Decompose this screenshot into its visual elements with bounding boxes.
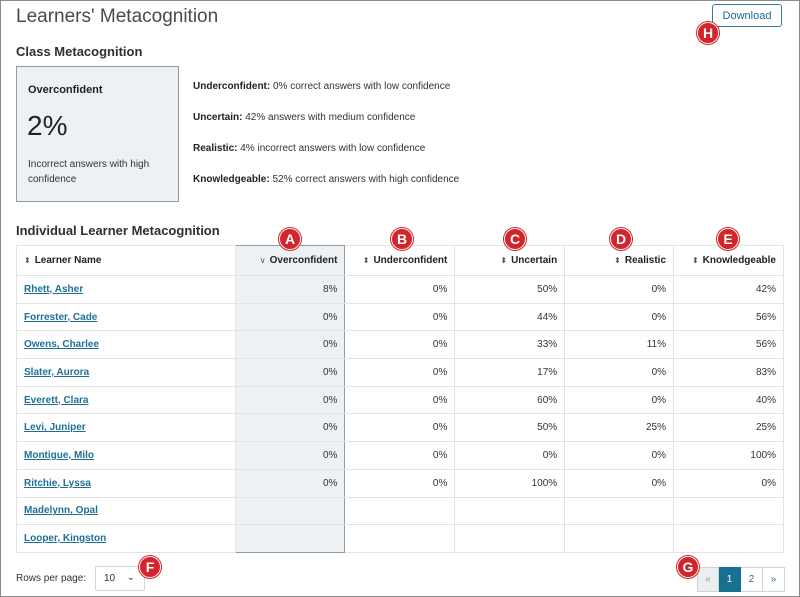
underconfident-cell: 0%	[345, 359, 455, 387]
overconfident-summary-card	[16, 66, 179, 202]
realistic-cell: 0%	[565, 442, 674, 470]
rows-per-page-value: 10	[104, 573, 116, 584]
uncertain-cell	[455, 497, 565, 525]
sort-icon: ⬍	[500, 256, 508, 265]
column-header-knowledgeable[interactable]: ⬍ Knowledgeable	[674, 246, 784, 276]
stat-text: 52% correct answers with high confidence	[272, 174, 460, 185]
stat-uncertain	[193, 112, 415, 123]
column-header-overconfident[interactable]: ∨ Overconfident	[235, 246, 345, 276]
overconfident-cell: 0%	[235, 442, 345, 470]
callout-h: H	[697, 22, 719, 44]
underconfident-cell	[345, 497, 455, 525]
realistic-cell: 0%	[565, 469, 674, 497]
download-button[interactable]: Download	[712, 4, 782, 27]
knowledgeable-cell	[674, 497, 784, 525]
table-row	[17, 276, 784, 304]
individual-metacognition-title: Individual Learner Metacognition	[16, 223, 220, 238]
callout-f: F	[139, 556, 161, 578]
rows-per-page-select[interactable]	[95, 566, 145, 591]
learner-name-cell	[17, 386, 236, 414]
chevron-down-icon: ⌄	[126, 572, 135, 583]
uncertain-cell: 60%	[455, 386, 565, 414]
learner-name-link[interactable]: Levi, Juniper	[24, 422, 86, 434]
stat-label: Uncertain:	[193, 112, 243, 123]
table-header-row	[17, 246, 784, 276]
realistic-cell: 0%	[565, 359, 674, 387]
uncertain-cell: 50%	[455, 414, 565, 442]
learner-name-cell	[17, 469, 236, 497]
learner-name-cell	[17, 442, 236, 470]
table-row	[17, 469, 784, 497]
learner-name-cell	[17, 303, 236, 331]
uncertain-cell: 0%	[455, 442, 565, 470]
learner-name-link[interactable]: Forrester, Cade	[24, 311, 98, 323]
overconfident-cell: 0%	[235, 331, 345, 359]
column-header-learner-name[interactable]: ⬍ Learner Name	[17, 246, 236, 276]
overconfident-cell: 8%	[235, 276, 345, 304]
column-header-realistic[interactable]: ⬍ Realistic	[565, 246, 674, 276]
next-page-button[interactable]: »	[763, 567, 785, 592]
uncertain-cell: 44%	[455, 303, 565, 331]
realistic-cell	[565, 525, 674, 553]
learner-name-link[interactable]: Everett, Clara	[24, 394, 89, 406]
realistic-cell: 11%	[565, 331, 674, 359]
knowledgeable-cell: 100%	[674, 442, 784, 470]
realistic-cell: 0%	[565, 276, 674, 304]
page-title: Learners' Metacognition	[16, 6, 219, 27]
card-description: Incorrect answers with high confidence	[28, 159, 150, 185]
table-row	[17, 497, 784, 525]
stat-label: Underconfident:	[193, 81, 271, 92]
column-header-uncertain[interactable]: ⬍ Uncertain	[455, 246, 565, 276]
underconfident-cell: 0%	[345, 276, 455, 304]
table-row	[17, 303, 784, 331]
knowledgeable-cell: 25%	[674, 414, 784, 442]
learner-table	[16, 245, 784, 553]
underconfident-cell: 0%	[345, 331, 455, 359]
learner-name-cell	[17, 525, 236, 553]
page-1-button[interactable]: 1	[719, 567, 741, 592]
stat-underconfident	[193, 81, 450, 92]
uncertain-cell	[455, 525, 565, 553]
learner-name-link[interactable]: Madelynn, Opal	[24, 505, 98, 517]
knowledgeable-cell: 0%	[674, 469, 784, 497]
callout-a: A	[279, 228, 301, 250]
callout-d: D	[610, 228, 632, 250]
stat-text: 0% correct answers with low confidence	[273, 81, 451, 92]
overconfident-cell: 0%	[235, 303, 345, 331]
learner-name-link[interactable]: Ritchie, Lyssa	[24, 477, 91, 489]
realistic-cell: 25%	[565, 414, 674, 442]
overconfident-cell: 0%	[235, 469, 345, 497]
uncertain-cell: 100%	[455, 469, 565, 497]
sort-icon: ⬍	[24, 256, 31, 265]
overconfident-cell: 0%	[235, 386, 345, 414]
learner-name-cell	[17, 414, 236, 442]
callout-g: G	[677, 556, 699, 578]
learner-name-link[interactable]: Slater, Aurora	[24, 366, 90, 378]
table-row	[17, 525, 784, 553]
learner-name-link[interactable]: Montigue, Milo	[24, 449, 94, 461]
column-header-underconfident[interactable]: ⬍ Underconfident	[345, 246, 455, 276]
stat-realistic	[193, 143, 425, 154]
table-row	[17, 442, 784, 470]
stat-text: 4% incorrect answers with low confidence	[240, 143, 426, 154]
overconfident-cell: 0%	[235, 414, 345, 442]
knowledgeable-cell: 56%	[674, 303, 784, 331]
underconfident-cell: 0%	[345, 303, 455, 331]
underconfident-cell: 0%	[345, 386, 455, 414]
stat-label: Knowledgeable:	[193, 174, 270, 185]
knowledgeable-cell: 56%	[674, 331, 784, 359]
learner-name-cell	[17, 276, 236, 304]
knowledgeable-cell: 42%	[674, 276, 784, 304]
uncertain-cell: 17%	[455, 359, 565, 387]
sort-icon: ⬍	[691, 256, 699, 265]
card-value: 2%	[27, 110, 68, 141]
callout-b: B	[391, 228, 413, 250]
overconfident-cell	[235, 497, 345, 525]
card-label: Overconfident	[28, 84, 103, 96]
table-row	[17, 414, 784, 442]
learner-name-cell	[17, 331, 236, 359]
learner-name-link[interactable]: Looper, Kingston	[24, 533, 107, 545]
class-metacognition-title: Class Metacognition	[16, 44, 143, 59]
stat-knowledgeable	[193, 174, 459, 185]
underconfident-cell	[345, 525, 455, 553]
learner-name-link[interactable]: Owens, Charlee	[24, 339, 100, 351]
knowledgeable-cell: 40%	[674, 386, 784, 414]
overconfident-cell: 0%	[235, 359, 345, 387]
underconfident-cell: 0%	[345, 414, 455, 442]
prev-page-button[interactable]: «	[697, 567, 719, 592]
pagination	[697, 567, 785, 592]
knowledgeable-cell	[674, 525, 784, 553]
uncertain-cell: 33%	[455, 331, 565, 359]
page-2-button[interactable]: 2	[741, 567, 763, 592]
table-row	[17, 359, 784, 387]
underconfident-cell: 0%	[345, 469, 455, 497]
sort-icon: ⬍	[614, 256, 621, 265]
knowledgeable-cell: 83%	[674, 359, 784, 387]
realistic-cell	[565, 497, 674, 525]
stat-text: 42% answers with medium confidence	[245, 112, 416, 123]
underconfident-cell: 0%	[345, 442, 455, 470]
uncertain-cell: 50%	[455, 276, 565, 304]
callout-e: E	[717, 228, 739, 250]
sort-icon: ⬍	[362, 256, 370, 265]
table-row	[17, 386, 784, 414]
learner-name-cell	[17, 359, 236, 387]
sort-descending-icon: ∨	[259, 256, 266, 265]
learner-name-cell	[17, 497, 236, 525]
realistic-cell: 0%	[565, 303, 674, 331]
table-row	[17, 331, 784, 359]
learner-name-link[interactable]: Rhett, Asher	[24, 283, 84, 295]
rows-per-page-label: Rows per page:	[16, 573, 87, 584]
overconfident-cell	[235, 525, 345, 553]
realistic-cell: 0%	[565, 386, 674, 414]
callout-c: C	[504, 228, 526, 250]
stat-label: Realistic:	[193, 143, 238, 154]
